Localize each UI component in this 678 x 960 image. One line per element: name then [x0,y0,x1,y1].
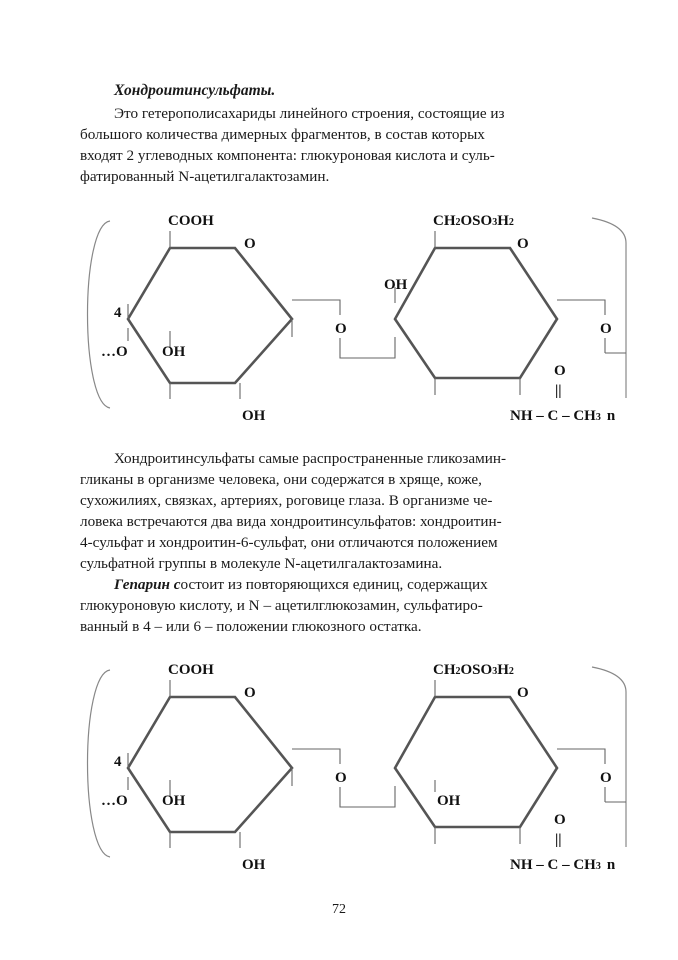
double-bond: || [555,832,562,848]
position-4-label: 4 [114,305,122,321]
page-number: 72 [332,902,346,917]
double-bond: || [555,383,562,399]
paragraph-heparin [80,574,600,637]
linkage-oxygen: …O [101,793,128,809]
text-line: Хондроитинсульфаты самые распространенные гликозамин- [114,450,507,467]
heparin-term: Гепарин с [114,576,181,593]
left-ring [128,697,292,832]
text-line: сульфатной группы в молекуле N-ацетилгалактозамина. [80,555,443,572]
heparin-structure [0,652,678,877]
left-bracket [88,670,111,857]
text-line: ванный в 4 – или 6 – положении глюкозного остатка. [80,618,422,635]
text-line: ловека встречаются два вида хондроитинсульфатов: хондроитин- [80,513,502,530]
carbonyl-oxygen: O [554,363,566,379]
hydroxyl-label: OH [242,408,266,424]
right-ring-oxygen: O [517,685,529,701]
side-oxygen: O [600,770,612,786]
left-ring-oxygen: O [244,685,256,701]
text-line: Это гетерополисахариды линейного строения, состоящие из [114,105,505,122]
text-line: входят 2 углеводных компонента: глюкуроновая кислота и суль- [80,147,495,164]
left-ring [128,248,292,383]
text-line: Гепарин состоит из повторяющихся единиц, содержащих [114,576,488,593]
hydroxyl-label: OH [162,793,186,809]
glycosidic-bridge [292,749,340,764]
paragraph-chondroitin [80,448,600,574]
side-oxygen: O [600,321,612,337]
text-line: глюкуроновую кислоту, и N – ацетилглюкозамин, сульфатиро- [80,597,483,614]
acetamide-label: NH – C – CH3 n [510,408,616,424]
text-line: большого количества димерных фрагментов, в состав которых [80,126,485,143]
right-ring [395,248,557,378]
text-line: фатированный N-ацетилгалактозамин. [80,168,330,185]
acetamide-label: NH – C – CH3 n [510,857,616,873]
glycosidic-bridge [292,300,340,315]
hydroxyl-label: OH [242,857,266,873]
left-bracket [88,221,111,408]
sulfate-group-label: CH2OSO3H2 [433,662,514,678]
left-ring-oxygen: O [244,236,256,252]
section-heading: Хондроитинсульфаты. [114,82,276,99]
right-bracket [592,667,626,847]
carboxyl-label: COOH [168,662,214,678]
carbonyl-oxygen: O [554,812,566,828]
right-ring-oxygen: O [517,236,529,252]
bridge-oxygen: O [335,770,347,786]
right-bracket [592,218,626,398]
linkage-oxygen: …O [101,344,128,360]
position-4-label: 4 [114,754,122,770]
text-line: гликаны в организме человека, они содержатся в хряще, коже, [80,471,482,488]
paragraph-definition [80,103,600,187]
hydroxyl-label: OH [437,793,461,809]
bridge-oxygen: O [335,321,347,337]
carboxyl-label: COOH [168,213,214,229]
text-line: сухожилиях, связках, артериях, роговице глаза. В организме че- [80,492,493,509]
text-line: 4-сульфат и хондроитин-6-сульфат, они отличаются положением [80,534,498,551]
chondroitin-sulfate-structure [0,203,678,428]
right-ring [395,697,557,827]
hydroxyl-label: OH [162,344,186,360]
hydroxyl-label: OH [384,277,408,293]
sulfate-group-label: CH2OSO3H2 [433,213,514,229]
